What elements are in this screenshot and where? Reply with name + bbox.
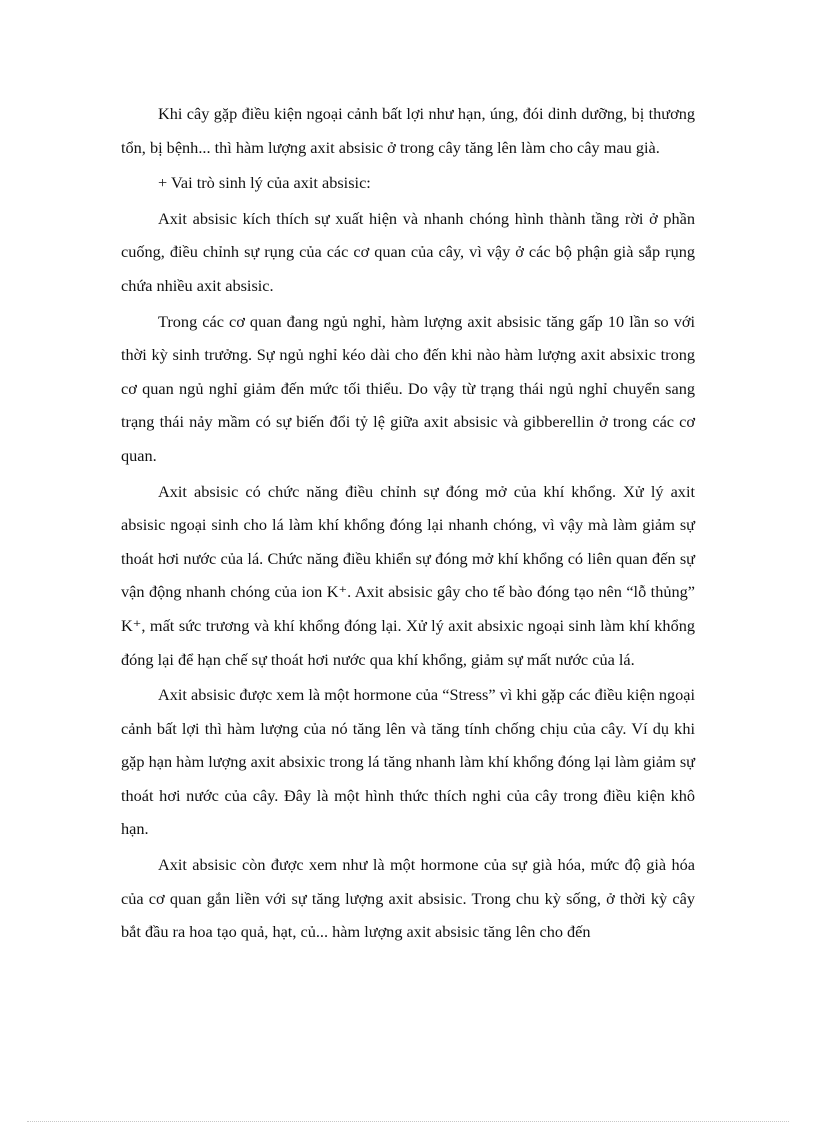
paragraph-stress-hormone: Axit absisic được xem là một hormone của “Stress” vì khi gặp các điều kiện ngoại cảnh bất lợi thì hàm lượng của nó tăng lên và tăng tính chống chịu của cây. Ví dụ khi gặp hạn hàm lượng axit absixic trong lá tăng nhanh làm khí khổng đóng lại làm giảm sự thoát hơi nước của cây. Đây là một hình thức thích nghi của cây trong điều kiện khô hạn. xyxy=(121,685,695,839)
section-heading-physiological-role: + Vai trò sinh lý của axit absisic: xyxy=(158,173,371,193)
footer-rule xyxy=(27,1121,789,1122)
page-body xyxy=(121,97,695,951)
paragraph-dormancy: Trong các cơ quan đang ngủ nghỉ, hàm lượng axit absisic tăng gấp 10 lần so với thời kỳ sinh trưởng. Sự ngủ nghỉ kéo dài cho đến khi nào hàm lượng axit absixic trong cơ quan ngủ nghỉ giảm đến mức tối thiểu. Do vậy từ trạng thái ngủ nghỉ chuyển sang trạng thái nảy mầm có sự biến đổi tỷ lệ giữa axit absisic và gibberellin ở trong các cơ quan. xyxy=(121,311,695,465)
paragraph-senescence: Axit absisic còn được xem như là một hormone của sự già hóa, mức độ già hóa của cơ quan gắn liền với sự tăng lượng axit absisic. Trong chu kỳ sống, ở thời kỳ cây bắt đầu ra hoa tạo quả, hạt, củ... hàm lượng axit absisic tăng lên cho đến xyxy=(121,855,695,942)
paragraph-abscission: Axit absisic kích thích sự xuất hiện và nhanh chóng hình thành tầng rời ở phần cuống, điều chỉnh sự rụng của các cơ quan của cây, vì vậy ở các bộ phận già sắp rụng chứa nhiều axit absisic. xyxy=(121,208,695,295)
paragraph-intro: Khi cây gặp điều kiện ngoại cảnh bất lợi như hạn, úng, đói dinh dưỡng, bị thương tổn, bị bệnh... thì hàm lượng axit absisic ở trong cây tăng lên làm cho cây mau già. xyxy=(121,104,695,157)
paragraph-stomata: Axit absisic có chức năng điều chỉnh sự đóng mở của khí khổng. Xử lý axit absisic ngoại sinh cho lá làm khí khổng đóng lại nhanh chóng, vì vậy mà làm giảm sự thoát hơi nước của lá. Chức năng điều khiển sự đóng mở khí khổng có liên quan đến sự vận động nhanh chóng của ion K⁺. Axit absisic gây cho tế bào đóng tạo nên “lỗ thủng” K⁺, mất sức trương và khí khổng đóng lại. Xử lý axit absixic ngoại sinh làm khí khổng đóng lại để hạn chế sự thoát hơi nước qua khí khổng, giảm sự mất nước của lá. xyxy=(121,481,695,669)
